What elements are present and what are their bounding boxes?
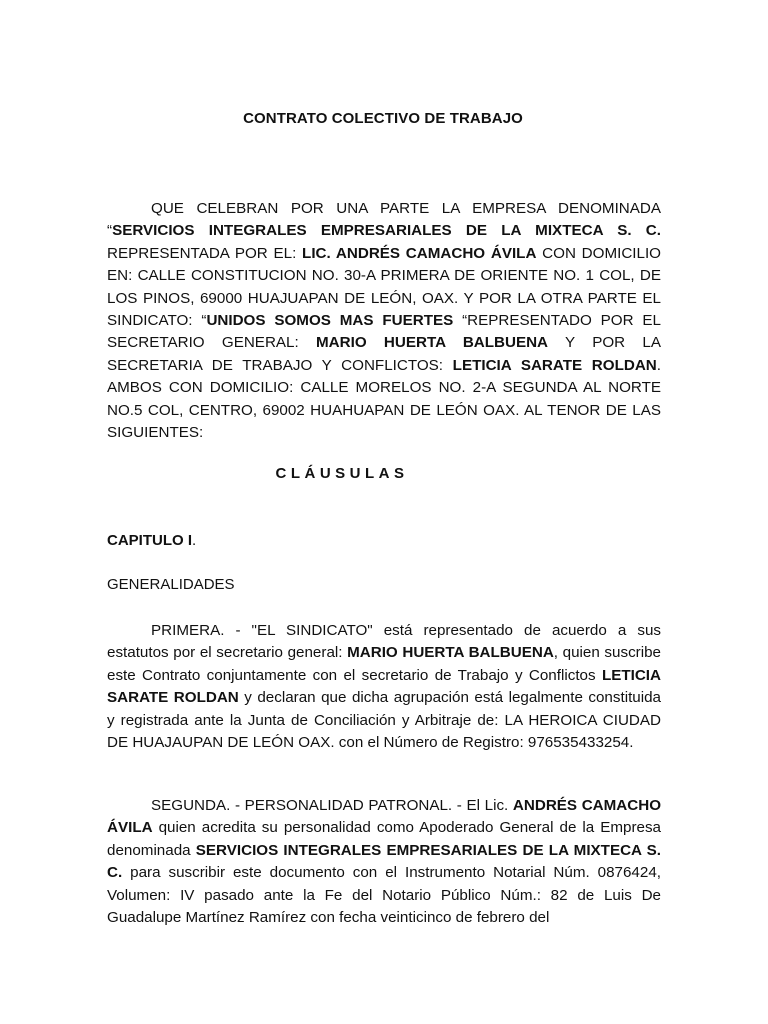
labor-secretary-name: LETICIA SARATE ROLDAN [107, 666, 661, 707]
intro-text: REPRESENTADA POR EL: [107, 244, 303, 262]
secretary-general-name: MARIO HUERTA BALBUENA [316, 334, 549, 352]
clause-text: SEGUNDA. - PERSONALIDAD PATRONAL. - El Lic. [151, 797, 513, 814]
intro-text: QUE CELEBRAN POR UNA PARTE LA EMPRESA DENOMINADA “ [107, 200, 661, 240]
labor-secretary-name: LETICIA SARATE ROLDAN [452, 356, 657, 374]
representative-name: ANDRÉS CAMACHO ÁVILA [107, 797, 662, 837]
clausulas-heading: CLÁUSULAS [275, 465, 409, 482]
section-heading: GENERALIDADES [107, 576, 235, 593]
chapter-heading [107, 532, 196, 549]
clause-segunda [107, 795, 661, 929]
intro-text: . AMBOS CON DOMICILIO: CALLE MORELOS NO. 2-A SEGUNDA AL NORTE NO.5 COL, CENTRO, 69002 HUAHUAPAN DE LEÓN OAX. AL TENOR DE LAS SIGUIENTES: [107, 356, 661, 442]
intro-paragraph [107, 198, 661, 444]
chapter-suffix: . [192, 532, 197, 549]
clause-text: PRIMERA. - "EL SINDICATO" está representado de acuerdo a sus estatutos por el secretario general: [107, 622, 661, 662]
representative-name: LIC. ANDRÉS CAMACHO ÁVILA [302, 244, 537, 262]
clause-text: , quien suscribe este Contrato conjuntamente con el secretario de Trabajo y Conflictos [107, 644, 661, 684]
company-name: SERVICIOS INTEGRALES EMPRESARIALES DE LA MIXTECA S. C. [112, 222, 661, 240]
clause-primera [107, 620, 661, 754]
clause-text: y declaran que dicha agrupación está legalmente constituida y registrada ante la Junta de Conciliación y Arbitraje de: LA HEROICA CIUDAD DE HUAJAUPAN DE LEÓN OAX. con el Número de Registro: 976535433254. [107, 689, 661, 752]
document-title: CONTRATO COLECTIVO DE TRABAJO [243, 110, 523, 127]
clause-text: para suscribir este documento con el Instrumento Notarial Núm. 0876424, Volumen: IV pasado ante la Fe del Notario Público Núm.: 82 de Luis De Guadalupe Martínez Ramírez con fecha veinticinco de febrero del [107, 864, 661, 927]
secretary-general-name: MARIO HUERTA BALBUENA [347, 644, 554, 662]
union-name: UNIDOS SOMOS MAS FUERTES [206, 312, 454, 330]
intro-text: CON DOMICILIO EN: CALLE CONSTITUCION NO. 30-A PRIMERA DE ORIENTE NO. 1 COL, DE LOS PINOS, 69000 HUAJUAPAN DE LEÓN, OAX. Y POR LA OTRA PARTE EL SINDICATO: “ [107, 244, 661, 330]
clause-text: quien acredita su personalidad como Apoderado General de la Empresa denominada [107, 819, 661, 859]
intro-text: “REPRESENTADO POR EL SECRETARIO GENERAL: [107, 312, 661, 352]
intro-text: Y POR LA SECRETARIA DE TRABAJO Y CONFLICTOS: [107, 334, 661, 374]
company-name: SERVICIOS INTEGRALES EMPRESARIALES DE LA MIXTECA S. C. [107, 841, 661, 882]
chapter-label: CAPITULO I [107, 532, 192, 549]
